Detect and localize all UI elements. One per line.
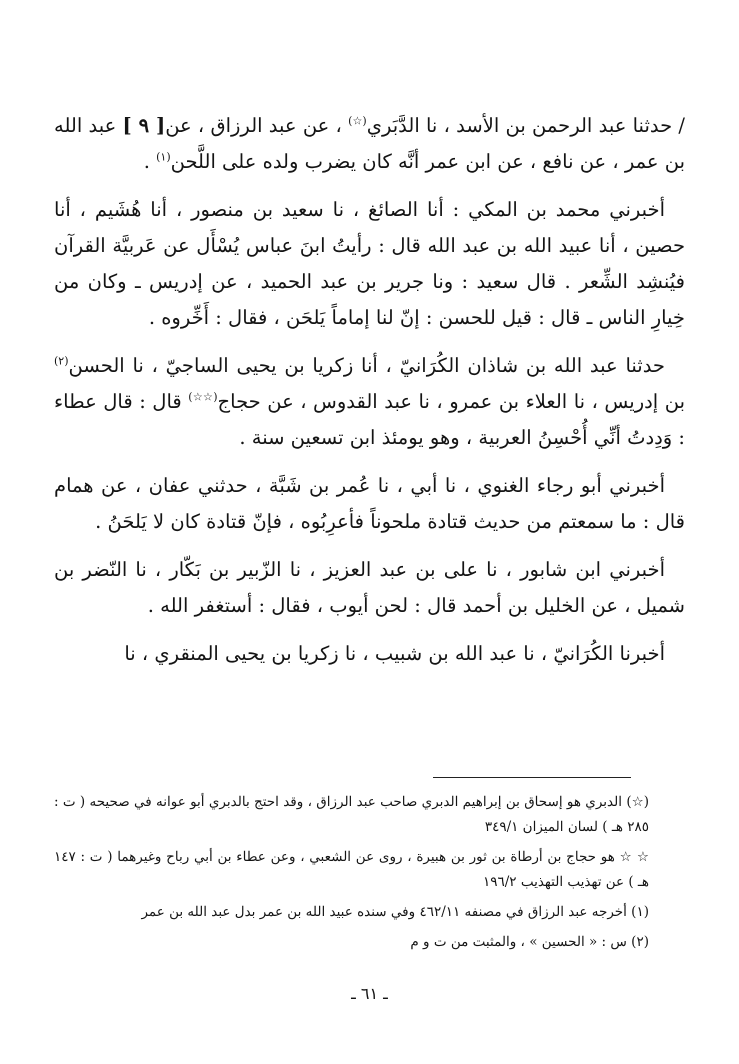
hadith-line-end: . [143, 150, 150, 173]
footnotes [54, 790, 649, 960]
paragraph: أخبرني أبو رجاء الغنوي ، نا أبي ، نا عُمر بن شَبَّة ، حدثني عفان ، عن همام قال : ما سمعتم من حديث قتادة ملحوناً فأعرِبُوه ، فإنّ قتادة كان لا يَلحَنُ . [54, 474, 685, 533]
footnote-marker: (☆) [348, 114, 367, 128]
page-number: ـ ٦١ ـ [351, 984, 388, 1003]
footnote-divider [433, 777, 631, 778]
footnote-marker: (١) [156, 150, 171, 164]
footnote-marker: (☆☆) [188, 390, 218, 404]
paragraph-mid: بن إدريس ، نا العلاء بن عمرو ، نا عبد القدوس ، عن حجاج [217, 390, 685, 413]
hadith-number: [ ٩ ] [122, 114, 166, 137]
footnote: (١) أخرجه عبد الرزاق في مصنفه ٤٦٢/١١ وفي سنده عبيد الله بن عمر بدل عبد الله بن عمر [141, 904, 649, 920]
paragraph-hadith-9 [54, 108, 685, 180]
footnote: (٢) س : « الحسين » ، والمثبت من ت و م [410, 934, 649, 950]
paragraph: أخبرنا الكُرَانيّ ، نا عبد الله بن شبيب ، نا زكريا بن يحيى المنقري ، نا [124, 642, 665, 665]
paragraph: أخبرني ابن شابور ، نا على بن عبد العزيز ، نا الزّبير بن بَكّار ، نا النّضر بن شميل ، عن الخليل بن أحمد قال : لحن أيوب ، فقال : أستغفر الله . [54, 558, 685, 617]
hadith-line-2: عبد الله بن عمر ، عن نافع ، عن ابن عمر أنَّه كان يضرب ولده على اللَّحن [54, 114, 685, 173]
footnote: ☆ ☆ هو حجاج بن أرطاة بن ثور بن هبيرة ، روى عن الشعبي ، وعن عطاء بن أبي رباح وغيرهما ( ت : ١٤٧ هـ ) عن تهذيب التهذيب ١٩٦/٢ [54, 849, 649, 890]
hadith-line-lead: / حدثنا عبد الرحمن بن الأسد ، نا الدَّبَري [366, 114, 685, 137]
main-text [54, 108, 685, 684]
paragraph [54, 348, 685, 456]
paragraph-rest: قال : قال عطاء : وَدِدتُ أنِّي أُحْسِنُ العربية ، وهو يومئذ ابن تسعين سنة . [54, 390, 685, 449]
footnote-marker: (٢) [54, 354, 69, 368]
paragraph: أخبرني محمد بن المكي : أنا الصائغ ، نا سعيد بن منصور ، أنا هُشَيم ، أنا حصين ، أنا عبيد الله بن عبد الله قال : رأيتُ ابنَ عباس يُسْأَل عن عَربيَّة القرآن فيُنشِد الشِّعر . قال سعيد : ونا جرير بن عبد الحميد ، عن إدريس ـ وكان من خِيارِ الناس ـ قال : قيل للحسن : إنّ لنا إماماً يَلحَن ، فقال : أَخِّروه . [54, 198, 685, 329]
paragraph-lead: حدثنا عبد الله بن شاذان الكُرَانيّ ، أنا زكريا بن يحيى الساجيّ ، نا الحسن [68, 354, 665, 377]
footnote: (☆) الدبري هو إسحاق بن إبراهيم الدبري صاحب عبد الرزاق ، وقد احتج بالدبري أبو عوانه في صحيحه ( ت : ٢٨٥ هـ ) لسان الميزان ٣٤٩/١ [54, 794, 649, 835]
hadith-line-rest: ، عن عبد الرزاق ، عن [165, 114, 342, 137]
